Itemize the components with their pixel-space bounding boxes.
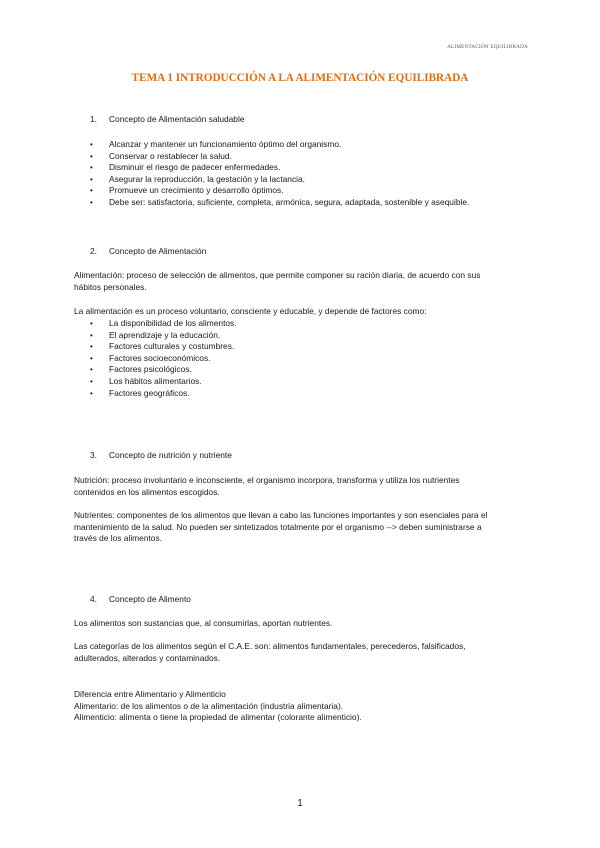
section-2-title: Concepto de Alimentación (109, 246, 207, 256)
section-4-title: Concepto de Alimento (109, 594, 191, 604)
paragraph-line: contenidos en los alimentos escogidos. (74, 486, 220, 497)
list-item: • Promueve un crecimiento y desarrollo óptimos. (74, 185, 534, 197)
paragraph-line: Los alimentos son sustancias que, al consumirlas, aportan nutrientes. (74, 618, 333, 628)
list-item: • Asegurar la reproducción, la gestación y la lactancia. (74, 174, 534, 186)
section-2-bullet-list (74, 318, 534, 399)
list-item: • Factores psicológicos. (74, 364, 534, 376)
paragraph-line: adulterados, alterados y contaminados. (74, 652, 221, 663)
paragraph-line: Las categorías de los alimentos según el C.A.E. son: alimentos fundamentales, perecederos, falsificados, (74, 641, 466, 651)
list-item: • Alcanzar y mantener un funcionamiento óptimo del organismo. (74, 139, 534, 151)
section-1-title: Concepto de Alimentación saludable (109, 114, 245, 124)
list-item: • Los hábitos alimentarios. (74, 376, 534, 388)
paragraph-line: Nutrientes: componentes de los alimentos que llevan a cabo las funciones importantes y son esenciales para el (74, 510, 488, 520)
section-4-number: 4. (90, 594, 97, 604)
paragraph-line: Alimentación: proceso de selección de alimentos, que permite componer su ración diaria, de acuerdo con sus (74, 270, 481, 280)
section-1-heading (90, 114, 245, 126)
list-item: • La disponibilidad de los alimentos. (74, 318, 534, 330)
section-1-bullet-list (74, 139, 534, 209)
paragraph-line: mantenimiento de la salud. No pueden ser sintetizados totalmente por el organismo --> deben suministrarse a (74, 521, 482, 532)
list-item: • El aprendizaje y la educación. (74, 330, 534, 342)
page-number: 1 (297, 798, 303, 809)
list-item: • Conservar o restablecer la salud. (74, 151, 534, 163)
list-item: • Factores socioeconómicos. (74, 353, 534, 365)
nutrientes-definition (74, 510, 534, 545)
paragraph-line: Diferencia entre Alimentario y Alimenticio (74, 689, 226, 699)
alimento-categories (74, 641, 534, 664)
alimentario-alimenticio-difference (74, 689, 534, 724)
alimentacion-intro (74, 306, 534, 318)
alimentacion-definition (74, 270, 534, 293)
section-1-number: 1. (90, 114, 97, 124)
page-title: TEMA 1 INTRODUCCIÓN A LA ALIMENTACIÓN EQUILIBRADA (131, 72, 469, 84)
section-3-title: Concepto de nutrición y nutriente (109, 450, 232, 460)
paragraph-line: La alimentación es un proceso voluntario, consciente y educable, y depende de factores como: (74, 306, 427, 316)
paragraph-line: hábitos personales. (74, 281, 147, 292)
section-4-heading (90, 594, 191, 606)
alimento-definition (74, 618, 534, 630)
list-item: • Disminuir el riesgo de padecer enfermedades. (74, 162, 534, 174)
section-3-number: 3. (90, 450, 97, 460)
section-2-heading (90, 246, 206, 258)
paragraph-line: través de los alimentos. (74, 533, 162, 544)
list-item: • Debe ser: satisfactoria, suficiente, completa, armónica, segura, adaptada, sostenible y asequible. (74, 197, 534, 209)
nutricion-definition (74, 475, 534, 498)
running-header: ALIMENTACIÓN EQUILIBRADA (447, 44, 528, 50)
paragraph-line: Alimenticio: alimenta o tiene la propiedad de alimentar (colorante alimenticio). (74, 712, 362, 723)
section-2-number: 2. (90, 246, 97, 256)
paragraph-line: Nutrición: proceso involuntario e inconsciente, el organismo incorpora, transforma y utiliza los nutrientes (74, 475, 460, 485)
list-item: • Factores geográficos. (74, 388, 534, 400)
paragraph-line: Alimentario: de los alimentos o de la alimentación (industria alimentaria). (74, 700, 344, 711)
section-3-heading (90, 450, 232, 462)
list-item: • Factores culturales y costumbres. (74, 341, 534, 353)
